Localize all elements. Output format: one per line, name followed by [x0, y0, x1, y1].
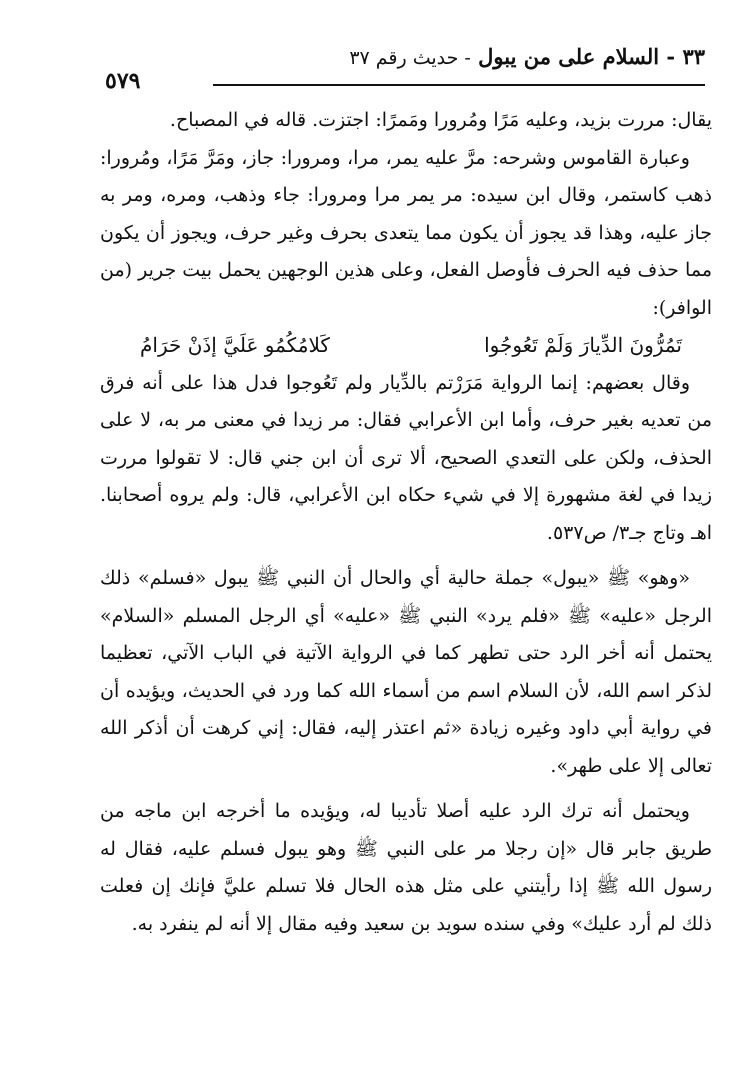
page-number: ٥٧٩ [105, 68, 141, 94]
page-body [100, 102, 712, 943]
poem-second-hemistich: كَلامُكُمُو عَلَيَّ إذَنْ حَرَامُ [140, 333, 330, 357]
paragraph-2: وعبارة القاموس وشرحه: مرَّ عليه يمر، مرا، ومرورا: جاز، ومَرَّ مَرًا، ومُرورا: ذهب كاستمر، وقال ابن سيده: مر يمر مرا ومرورا: جاء وذهب، ومره، ومر به جاز عليه، وهذا قد يجوز أن يكون مما يتعدى بحرف وغير حرف، ويجوز أن يكون مما حذف فيه الحرف فأوصل الفعل، وعلى هذين الوجهين يحمل بيت جرير (من الوافر): [100, 146, 712, 319]
paragraph-5: ويحتمل أنه ترك الرد عليه أصلا تأديبا له، ويؤيده ما أخرجه ابن ماجه من طريق جابر قال «إن رجلا مر على النبي ﷺ وهو يبول فسلم عليه، فقال له رسول الله ﷺ إذا رأيتني على مثل هذه الحال فلا تسلم عليَّ فإنك إن فعلت ذلك لم أرد عليك» وفي سنده سويد بن سعيد وفيه مقال إلا أنه لم ينفرد به. [100, 800, 712, 935]
paragraph-1: يقال: مررت بزيد، وعليه مَرًا ومُرورا ومَمرًا: اجتزت. قاله في المصباح. [169, 109, 712, 131]
hadith-number: - حديث رقم ٣٧ [349, 47, 471, 69]
poem-first-hemistich: تَمُرُّونَ الدِّيارَ وَلَمْ تَعُوجُوا [484, 333, 682, 357]
running-title [349, 44, 705, 69]
poem-verse [100, 327, 712, 365]
page-header [105, 40, 705, 94]
paragraph-3: وقال بعضهم: إنما الرواية مَرَرْتم بالدِّيار ولم تَعُوجوا فدل هذا على أنه فرق من تعديه بغير حرف، وأما ابن الأعرابي فقال: مر زيدا في معنى مر به، لا على الحذف، ولكن على التعدي الصحيح، ألا ترى أن ابن جني قال: لا تقولوا مررت زيدا في لغة مشهورة إلا في شيء حكاه ابن الأعرابي، قال: ولم يروه أصحابنا. اهـ وتاج جـ٣/ ص٥٣٧. [100, 371, 712, 544]
chapter-title: ٣٣ - السلام على من يبول [478, 44, 705, 69]
header-divider [213, 84, 705, 86]
paragraph-4: «وهو» ﷺ «يبول» جملة حالية أي والحال أن النبي ﷺ يبول «فسلم» ذلك الرجل «عليه» ﷺ «فلم يرد» النبي ﷺ «عليه» أي الرجل المسلم «السلام» يحتمل أنه أخر الرد حتى تطهر كما في الرواية الآتية في الباب الآتي، تعظيما لذكر اسم الله، لأن السلام اسم من أسماء الله كما ورد في الحديث، ويؤيده أن في رواية أبي داود وغيره زيادة «ثم اعتذر إليه، فقال: إني كرهت أن أذكر الله تعالى إلا على طهر». [100, 567, 712, 777]
